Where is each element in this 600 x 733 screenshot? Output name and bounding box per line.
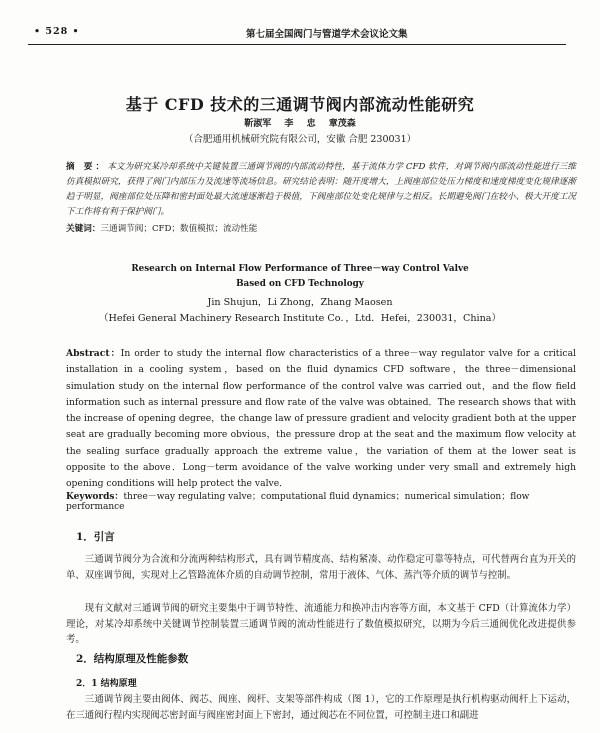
page-number: • 528 • [34, 26, 80, 37]
english-title-line2: Based on CFD Technology [236, 279, 364, 289]
english-keywords [66, 489, 576, 512]
english-keywords-label: Keywords： [66, 492, 124, 502]
chinese-keywords-text: 三通调节阀；CFD；数值模拟；流动性能 [100, 224, 258, 234]
section-1-paragraph-1: 三通调节阀分为合流和分流两种结构形式，具有调节精度高、结构紧凑、动作稳定可靠等特点，可代替两台直为开关的单、双座调节阀，实现对上乙管路流体介质的自动调节控制，常用于液体、气体、蒸汽等介质的调节与控制。 [66, 554, 576, 581]
english-abstract-text: In order to study the internal flow characteristics of a three－way regulator valve for a critical installation in a cooling system，based on the fluid dynamics CFD software，the three－dimensional simulation study on the internal flow performance of the control valve was carried out，and the flow field information such as internal pressure and flow rate of the valve was obtained．The research shows that with the increase of opening degree，the change law of pressure gradient and velocity gradient both at the upper seat are gradually becoming more obvious，the pressure drop at the seat and the maximum flow velocity at the sealing surface gradually approach the extreme value，the variation of them at the lower seat is opposite to the above．Long－term avoidance of the valve working under very small and extremely high opening conditions will help protect the valve． [66, 348, 576, 490]
english-keywords-text: three－way regulating valve；computational fluid dynamics；numerical simulation；flow performance [66, 492, 530, 512]
english-affiliation: （Hefei General Machinery Research Institute Co．，Ltd．Hefei，230031，China） [98, 313, 502, 324]
english-title-line1: Research on Internal Flow Performance of Three－way Control Valve [131, 264, 469, 274]
chinese-affiliation: （合肥通用机械研究院有限公司，安徽 合肥 230031） [183, 134, 417, 145]
chinese-keywords [66, 222, 576, 234]
chinese-abstract-text: 本文为研究某冷却系统中关键装置三通调节阀的内部流动特性，基于流体力学 CFD 软件，对调节阀内部流动性能进行三维仿真模拟研究，获得了阀门内部压力及流速等流场信息。研究结论表明：随开度增大，上阀座部位处压力梯度和速度梯度变化规律逐渐趋于明显，阀座部位处压降和密封面处最大流速逐渐趋于极值，下阀座部位处变化规律与之相反。长期避免阀门在较小、极大开度工况下工作将有利于保护阀门。 [66, 162, 576, 217]
section-2-1-heading: 2．1 结构原理 [76, 679, 137, 689]
chinese-abstract-label: 摘 要： [66, 162, 108, 172]
running-header [28, 22, 566, 45]
chinese-title: 基于 CFD 技术的三通调节阀内部流动性能研究 [125, 95, 475, 114]
chinese-authors: 靳淑军 李 忠 章茂森 [244, 119, 356, 129]
chinese-keywords-label: 关键词： [66, 224, 101, 234]
section-2-heading: 2．结构原理及性能参数 [76, 653, 189, 665]
section-2-1-paragraph: 三通调节阀主要由阀体、阀芯、阀座、阀杆、支架等部件构成（图 1），它的工作原理是执行机构驱动阀杆上下运动，在三通阀行程内实现阀芯密封面与阀座密封面上下密封，通过阀芯在不同位置，可控制主进口和副进 [66, 694, 576, 721]
section-1-heading: 1．引言 [76, 531, 115, 543]
running-title: 第七届全国阀门与管道学术会议论文集 [246, 29, 408, 40]
chinese-abstract [66, 160, 576, 220]
english-title [0, 262, 600, 292]
english-authors: Jin Shujun，Li Zhong，Zhang Maosen [207, 297, 393, 308]
section-1-paragraph-2: 现有文献对三通调节阀的研究主要集中于调节特性、流通能力和换冲击内容等方面，本文基于 CFD（计算流体力学）理论，对某冷却系统中关键调节控制装置三通调节阀的流动性能进行了数值模拟研究，以期为今后三通阀优化改进提供参考。 [66, 603, 576, 645]
english-abstract [66, 346, 576, 493]
english-abstract-label: Abstract： [66, 348, 121, 359]
